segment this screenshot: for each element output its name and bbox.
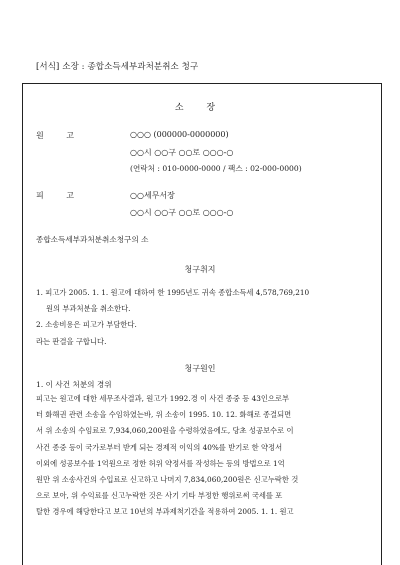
plaintiff-address: ○○시 ○○구 ○○로 ○○○-○ [130,148,234,157]
claim-reasons-line: 이외에 성공보수를 1억원으로 정한 허위 약정서를 작성하는 등의 방법으로 1억 [36,458,285,468]
claim-reasons-line: 터 화해권 관련 소송을 수임하였는바, 위 소송이 1995. 10. 12. 화해로 종결되면 [36,410,292,420]
defendant-label: 피 고 [36,191,84,200]
case-name: 종합소득세부과처분취소청구의 소 [36,235,149,244]
claim-reasons-line: 탈한 경우에 해당한다고 보고 10년의 부과제척기간을 적용하여 2005. 1. 1. 원고 [36,507,294,517]
claim-purpose-body [36,285,372,350]
defendant-name: ○○세무서장 [130,191,175,200]
claim-reasons-line: 원만 위 소송사건의 수입료로 신고하고 나머지 7,834,060,200원은 신고누락한 것 [36,475,299,485]
plaintiff-label: 원 고 [36,131,84,140]
claim-reasons-line: 사건 종중 등이 국가로부터 받게 되는 경제적 이익의 40%를 받기로 한 약정서 [36,442,283,452]
plaintiff-contact: (연락처 : 010-0000-0000 / 팩스 : 02-000-0000) [130,164,302,173]
claim-purpose-title: 청구취지 [184,265,216,274]
document-header: [서식] 소장 : 종합소득세부과처분취소 청구 [36,62,199,72]
claim-reasons-body [36,391,372,521]
claim-purpose-line: 2. 소송비용은 피고가 부담한다. [36,320,137,330]
claim-reasons-line: 서 위 소송의 수임료로 7,934,060,200원을 수령하였음에도, 당초 성공보수로 이 [36,426,294,436]
claim-reasons-line: 으로 보아, 위 수익료를 신고누락한 것은 사기 기타 부정한 행위로써 국세를 포 [36,491,283,501]
claim-reasons-subheading: 1. 이 사건 처분의 경위 [36,380,112,389]
defendant-address: ○○시 ○○구 ○○로 ○○○-○ [130,208,234,217]
claim-reasons-line: 피고는 원고에 대한 세무조사결과, 원고가 1992.경 이 사건 종중 등 43인으로부 [36,394,290,403]
claim-reasons-title: 청구원인 [184,364,216,373]
document-title: 소 장 [174,103,226,113]
claim-purpose-line: 원의 부과처분을 취소한다. [46,304,131,314]
plaintiff-name: ○○○ (000000-0000000) [130,130,229,139]
claim-purpose-line: 라는 판결을 구합니다. [36,336,107,346]
claim-purpose-line: 1. 피고가 2005. 1. 1. 원고에 대하여 한 1995년도 귀속 종합소득세 4,578,769,210 [36,288,310,297]
